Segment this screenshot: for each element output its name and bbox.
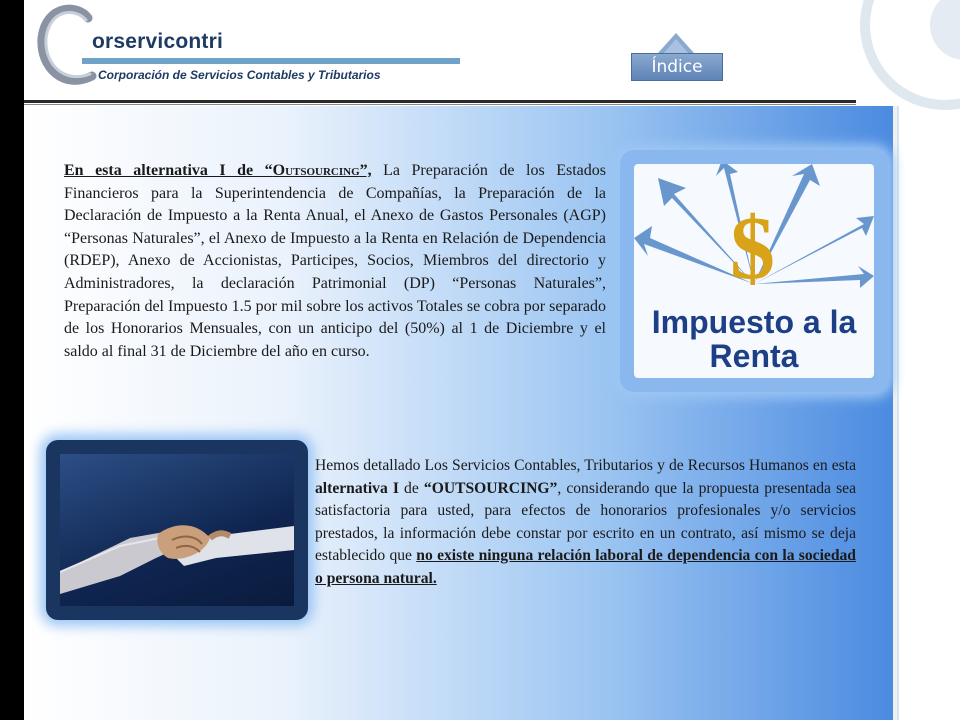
renta-title-line2: Renta <box>709 338 799 374</box>
logo-c-mark <box>34 2 98 90</box>
section2-text-3: , considerando que la propuesta presentada sea satisfactoria para usted, para efectos de honorarios profesionales y/o servicios prestados, la información debe constar por escrito en un contrato, así mismo se deja establecido que <box>315 479 856 565</box>
section2-underlined-statement: no existe ninguna relación laboral de dependencia con la sociedad o persona natural. <box>315 547 856 587</box>
handshake-graphic <box>60 454 294 606</box>
header-divider-shadow <box>24 104 856 105</box>
renta-title-line1: Impuesto a la <box>651 304 857 340</box>
impuesto-renta-image <box>620 150 888 392</box>
section2-paragraph <box>315 455 856 591</box>
logo-subtitle: Corporación de Servicios Contables y Tributarios <box>98 68 381 82</box>
section1-lead-text: En esta alternativa I de “ <box>64 162 273 179</box>
header <box>24 0 860 106</box>
section2-text-2: de <box>398 479 424 497</box>
dollar-sign: $ <box>730 199 775 298</box>
section1-lead-end: ”, <box>359 162 372 179</box>
handshake-frame <box>60 454 294 606</box>
handshake-image <box>46 440 308 620</box>
up-arrow-highlight <box>664 39 688 53</box>
section1-body: La Preparación de los Estados Financieros para la Superintendencia de Compañías, la Preparación de la Declaración de Impuesto a la Renta Anual, el Anexo de Gastos Personales (AGP) “Personas Naturales”, el Anexo de Impuesto a la Renta en Relación de Dependencia (RDEP), Anexo de Accionistas, Participes, Socios, Miembros del directorio y Administradores, la declaración Patrimonial (DP) “Personas Naturales”, Preparación del Impuesto 1.5 por mil sobre los activos Totales se cobra por separado de los Honorarios Mensuales, con un anticipo del (50%) al 1 de Diciembre y el saldo al final 31 de Diciembre del año en curso. <box>64 162 606 360</box>
section1-lead <box>64 162 372 179</box>
section1-paragraph <box>64 160 606 363</box>
section2-bold-alternativa: alternativa I <box>315 479 399 497</box>
logo-name: orservicontri <box>92 30 223 53</box>
impuesto-renta-frame <box>634 164 874 378</box>
header-divider <box>24 100 856 103</box>
section1-lead-outsourcing: Outsourcing <box>272 162 360 179</box>
panel-edge <box>893 106 897 720</box>
section2-bold-outsourcing: “OUTSOURCING” <box>423 479 558 497</box>
indice-button[interactable]: Índice <box>631 53 723 81</box>
section2-text-1: Hemos detallado Los Servicios Contables, Tributarios y de Recursos Humanos en esta <box>315 457 856 474</box>
logo-bar <box>82 58 460 64</box>
left-black-band <box>0 0 24 720</box>
